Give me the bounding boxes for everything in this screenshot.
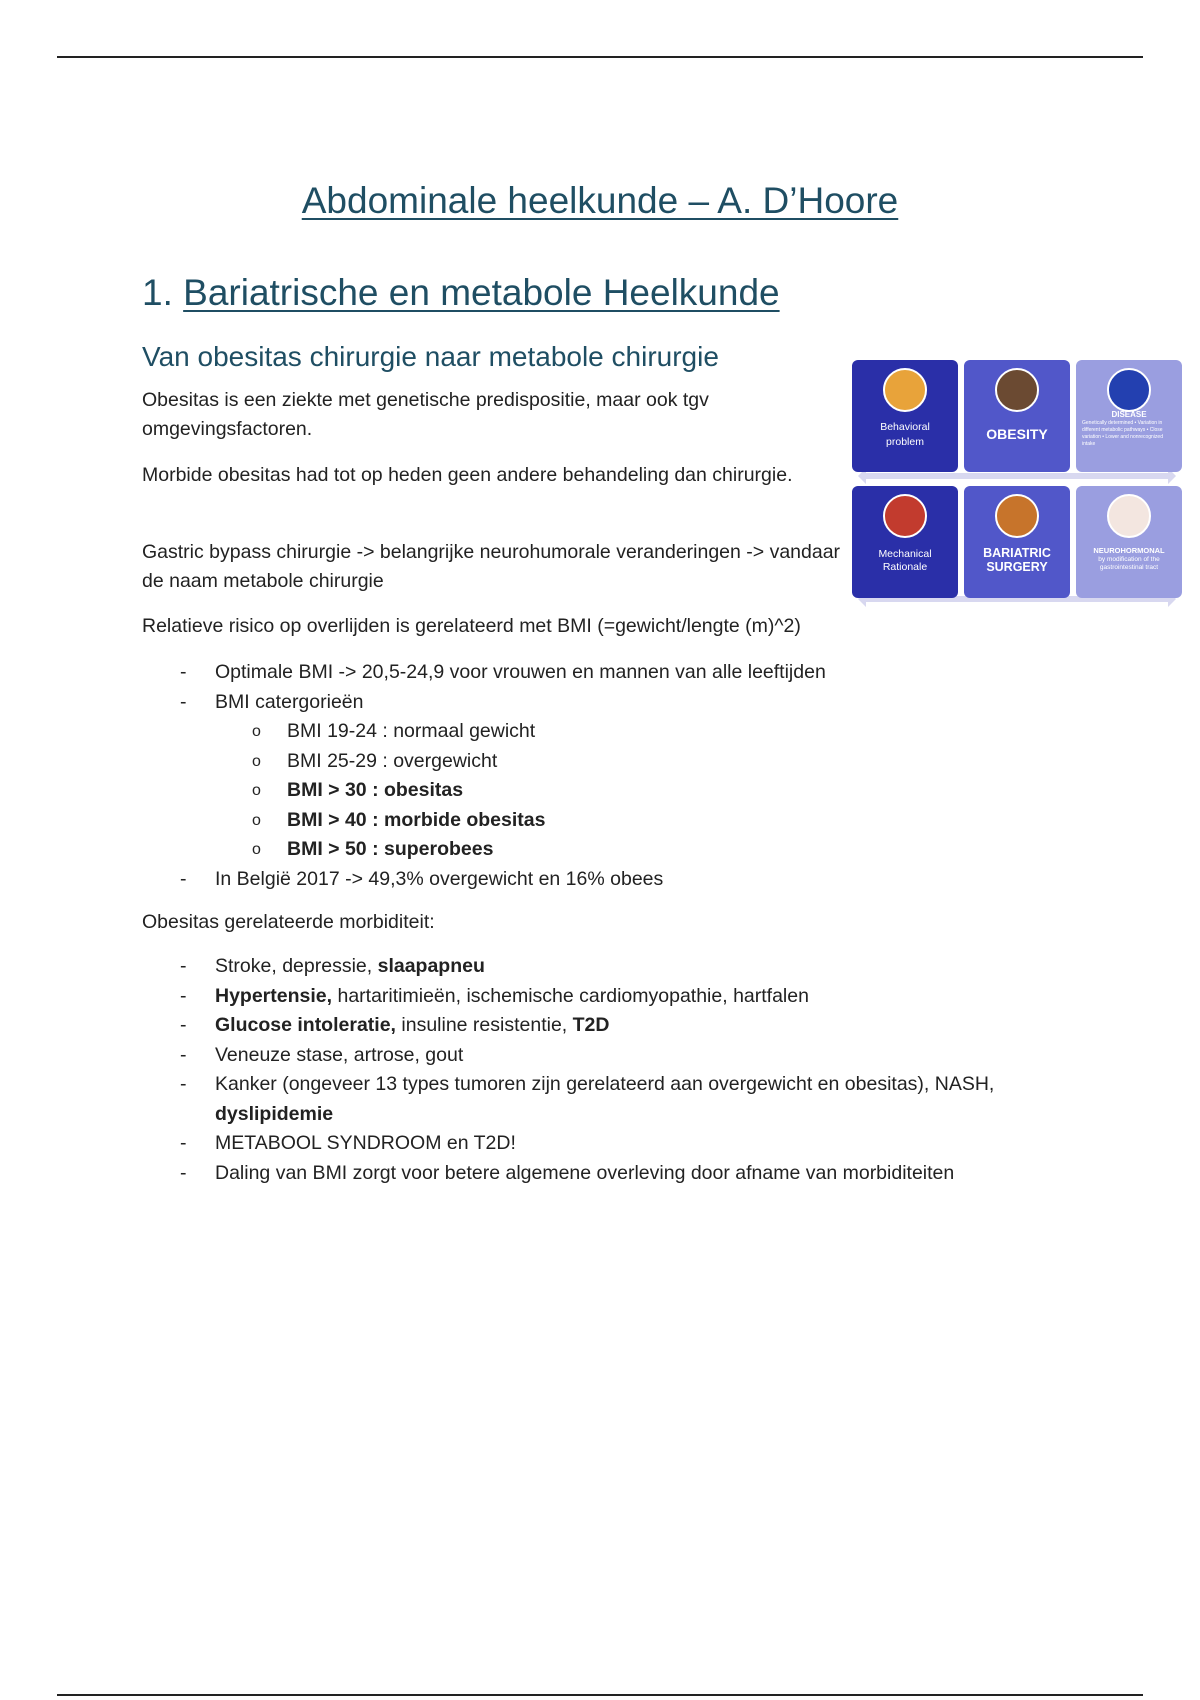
list-item: - METABOOL SYNDROOM en T2D! [180,1132,516,1154]
tile-label: OBESITY [986,426,1048,442]
document-title: Abdominale heelkunde – A. D’Hoore [301,180,899,221]
list-item: - Kanker (ongeveer 13 types tumoren zijn gerelateerd aan overgewicht en obesitas), NASH, dyslipidemie [180,1073,995,1125]
list-item: - In België 2017 -> 49,3% overgewicht en 16% obees [180,867,664,890]
organ-icon [1107,494,1151,538]
morbidity-heading: Obesitas gerelateerde morbiditeit: [142,911,435,933]
morbidity-list [142,952,1102,1188]
bottom-rule [57,1694,1143,1696]
bmi-category: BMI > 50 : superobees [287,838,494,860]
bmi-category: BMI > 40 : morbide obesitas [287,808,546,831]
list-item: - Glucose intoleratie, insuline resistentie, T2D [180,1014,610,1036]
bmi-categories-label: BMI catergorieën [215,690,364,713]
subsection-heading: Van obesitas chirurgie naar metabole chirurgie [142,341,719,372]
tile-label: NEUROHORMONAL [1093,546,1165,555]
bariatric-diagram [852,360,1182,606]
list-item: o BMI > 30 : obesitas [252,779,464,801]
list-item: - BMI catergorieën o BMI 19-24 : normaal gewicht o BMI 25-29 : overgewicht o BMI > 30 : obesitas o BMI > 40 : morbide obesitas o BMI > 50 : superobees [142,688,1102,865]
tile-label: Behavioral problem [880,421,930,448]
list-item: o BMI 19-24 : normaal gewicht [252,720,536,742]
bmi-category: BMI 25-29 : overgewicht [287,749,498,772]
food-icon [883,494,927,538]
top-rule [57,56,1143,58]
tile-obesity [964,360,1070,472]
section-heading [142,272,780,314]
cells-icon [1107,368,1151,412]
bmi-category: BMI > 30 : obesitas [287,779,464,801]
paragraph-obesity-disease: Obesitas is een ziekte met genetische predispositie, maar ook tgv omgevingsfactoren. [142,389,709,440]
list-item: o BMI > 50 : superobees [252,838,494,860]
tile-label: DISEASE [1111,410,1147,419]
paragraph-relative-risk: Relatieve risico op overlijden is gerelateerd met BMI (=gewicht/lengte (m)^2) [142,615,801,637]
neuro-notes: by modification of the gastrointestinal tract [1098,556,1160,571]
tile-label: BARIATRIC SURGERY [983,546,1051,574]
section-number: 1. [142,272,173,313]
disease-notes: Genetically determined • Variation in different metabolic pathways • Close variation • Lower and nonrecognized intake [1082,420,1163,447]
tile-disease [1076,360,1182,472]
diagram-arrow-top [862,473,1172,479]
list-item: - Stroke, depressie, slaapapneu [180,955,485,977]
bmi-list [142,658,1102,894]
tile-mechanical-rationale [852,486,958,598]
bmi-optimal: Optimale BMI -> 20,5-24,9 voor vrouwen en mannen van alle leeftijden [215,661,826,683]
paragraph-gastric-bypass: Gastric bypass chirurgie -> belangrijke neurohumorale veranderingen -> vandaar de naam metabole chirurgie [142,541,841,592]
tile-neurohormonal [1076,486,1182,598]
tile-bariatric-surgery [964,486,1070,598]
list-item: - Hypertensie, hartaritimieën, ischemische cardiomyopathie, hartfalen [180,984,809,1007]
list-item: - Optimale BMI -> 20,5-24,9 voor vrouwen en mannen van alle leeftijden [180,661,826,683]
stomach-icon [995,494,1039,538]
behavior-icon [883,368,927,412]
list-item: - Veneuze stase, artrose, gout [180,1043,464,1066]
paragraph-morbid-obesity: Morbide obesitas had tot op heden geen andere behandeling dan chirurgie. [142,464,793,486]
person-icon [995,368,1039,412]
section-title: Bariatrische en metabole Heelkunde [183,272,780,313]
tile-behavioral-problem [852,360,958,472]
bmi-categories [215,717,1102,865]
bmi-belgium: In België 2017 -> 49,3% overgewicht en 16% obees [215,867,664,890]
list-item: o BMI > 40 : morbide obesitas [252,808,546,831]
list-item: - Daling van BMI zorgt voor betere algemene overleving door afname van morbiditeiten [180,1161,955,1184]
list-item: o BMI 25-29 : overgewicht [252,749,498,772]
bmi-category: BMI 19-24 : normaal gewicht [287,720,536,742]
tile-label: Mechanical Rationale [878,548,932,573]
